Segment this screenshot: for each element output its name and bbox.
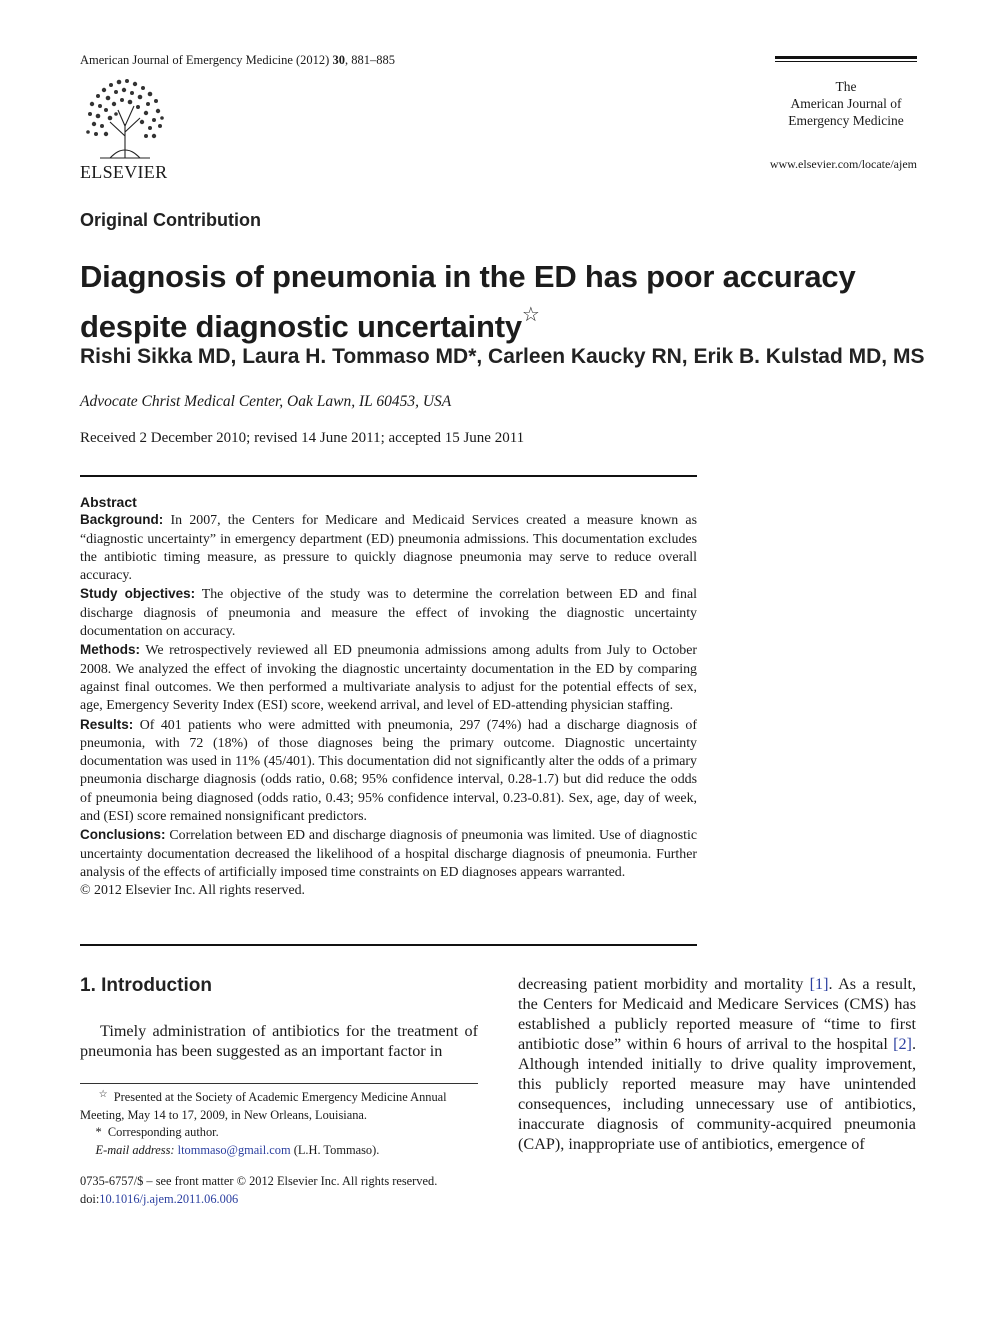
journal-name-line1: The [835, 79, 857, 94]
doi-label: doi: [80, 1191, 100, 1206]
abstract [80, 493, 697, 901]
abstract-results [80, 716, 697, 827]
journal-url[interactable]: www.elsevier.com/locate/ajem [769, 157, 917, 171]
abstract-label: Results: [80, 716, 134, 732]
reference-link-1[interactable]: [1] [809, 975, 829, 993]
issn-line: 0735-6757/$ – see front matter © 2012 Elsevier Inc. All rights reserved. [80, 1174, 438, 1188]
reference-link-2[interactable]: [2] [893, 1035, 912, 1053]
email-owner: (L.H. Tommaso). [293, 1142, 380, 1157]
footnote-asterisk: * [95, 1125, 102, 1139]
title-footnote-star-icon[interactable]: ☆ [521, 304, 540, 326]
abstract-label: Methods: [80, 642, 140, 658]
masthead-rule [775, 56, 917, 59]
article-title-text: Diagnosis of pneumonia in the ED has poor accuracy despite diagnostic uncertainty [80, 259, 856, 344]
intro-text: . As a result, the Centers for Medicaid and Medicare Services (CMS) has established a publicly reported measure of “time to first antibiotic dose” within 6 hours of arrival to the hospital [518, 975, 916, 1053]
abstract-label: Conclusions: [80, 827, 166, 843]
article-dates: Received 2 December 2010; revised 14 June 2011; accepted 15 June 2011 [80, 430, 525, 446]
citation-volume: 30 [332, 53, 345, 67]
doi-line [80, 1191, 490, 1209]
doi-link[interactable]: 10.1016/j.ajem.2011.06.006 [99, 1191, 239, 1206]
journal-citation [80, 53, 395, 68]
abstract-copyright: © 2012 Elsevier Inc. All rights reserved. [80, 883, 306, 899]
footnote-text: Presented at the Society of Academic Emergency Medicine Annual Meeting, May 14 to 17, 2009, in New Orleans, Louisiana. [80, 1090, 447, 1122]
abstract-methods [80, 641, 697, 715]
abstract-label: Background: [80, 512, 164, 528]
abstract-text: In 2007, the Centers for Medicare and Medicaid Services created a measure known as “diagnostic uncertainty” in emergency department (ED) pneumonia admissions. This documentation excludes the antibiotic timing measure, as pressure to quickly diagnose pneumonia may serve to reduce overall accuracy. [80, 513, 697, 584]
introduction-right-column [518, 974, 916, 1154]
abstract-heading: Abstract [80, 494, 137, 510]
journal-name-line2: American Journal of [790, 96, 902, 111]
abstract-conclusions [80, 826, 697, 882]
masthead-rule-thin [775, 61, 917, 62]
citation-journal: American Journal of Emergency Medicine (2012) [80, 53, 330, 67]
abstract-text: We retrospectively reviewed all ED pneumonia admissions among adults from July to October 2008. We analyzed the effect of invoking the diagnostic uncertainty documentation in the ED by comparing against final outcomes. We then performed a multivariate analysis to adjust for the potential effects of sex, age, Emergency Severity Index (ESI) score, weekend arrival, and level of ED-attending physician staffing. [80, 643, 697, 714]
publisher-name: ELSEVIER [80, 162, 168, 182]
issn-block [80, 1173, 490, 1208]
abstract-background [80, 511, 697, 585]
abstract-text: Correlation between ED and discharge diagnosis of pneumonia was limited. Use of diagnostic uncertainty documentation decreased the likelihood of a hospital discharge diagnosis of pneumonia. Further analysis of the effects of artificially imposed time constraints on ED diagnoses appears warranted. [80, 828, 697, 880]
journal-name [775, 78, 917, 129]
article-title [80, 257, 920, 346]
footnote-presented [80, 1086, 480, 1124]
elsevier-tree-icon [80, 76, 170, 160]
introduction-left-column: Timely administration of antibiotics for the treatment of pneumonia has been suggested as an important factor in [80, 1022, 478, 1060]
journal-name-line3: Emergency Medicine [788, 113, 904, 128]
email-label: E-mail address: [95, 1142, 175, 1157]
abstract-text: Of 401 patients who were admitted with pneumonia, 297 (74%) had a discharge diagnosis of pneumonia, with 72 (18%) of those diagnoses being the primary outcome. Diagnostic uncertainty documentation was used in 11% (45/401). This documentation did not significantly alter the odds of a primary pneumonia discharge diagnosis (odds ratio, 0.68; 95% confidence interval, 0.28-1.7) but did reduce the odds of pneumonia being diagnosed (odds ratio, 0.43; 95% confidence interval, 0.23-0.81). Sex, age, day of week, and (ESI) score remained nonsignificant predictors. [80, 717, 697, 825]
journal-masthead [775, 56, 917, 136]
footnote-email [80, 1142, 480, 1160]
footnote-corresponding [80, 1124, 480, 1142]
introduction-heading: 1. Introduction [80, 975, 212, 996]
affiliation: Advocate Christ Medical Center, Oak Lawn, IL 60453, USA [80, 393, 452, 410]
intro-text: . Although intended initially to drive quality improvement, this publicly reported measure may have unintended consequences, including unnecessary use of antibiotics, inaccurate diagnosis of community-acquired pneumonia (CAP), inappropriate use of antibiotics, emergence of [518, 1035, 916, 1153]
footnote-text: Corresponding author. [107, 1125, 219, 1139]
elsevier-logo [80, 76, 170, 184]
footnotes [80, 1086, 480, 1159]
footnote-rule [80, 1083, 478, 1084]
author-list: Rishi Sikka MD, Laura H. Tommaso MD*, Carleen Kaucky RN, Erik B. Kulstad MD, MS [80, 345, 925, 368]
abstract-bottom-rule [80, 944, 697, 946]
abstract-text: The objective of the study was to determine the correlation between ED and final discharge diagnosis of pneumonia and measure the effect of invoking the diagnostic uncertainty documentation on accuracy. [80, 587, 697, 640]
section-label: Original Contribution [80, 210, 261, 230]
abstract-study-objectives [80, 585, 697, 641]
abstract-label: Study objectives: [80, 586, 196, 602]
email-link[interactable]: ltommaso@gmail.com [177, 1142, 291, 1157]
intro-text: decreasing patient morbidity and mortality [518, 975, 810, 993]
abstract-top-rule [80, 475, 697, 477]
footnote-star-icon: ☆ [98, 1089, 108, 1100]
citation-pages: , 881–885 [344, 53, 395, 67]
